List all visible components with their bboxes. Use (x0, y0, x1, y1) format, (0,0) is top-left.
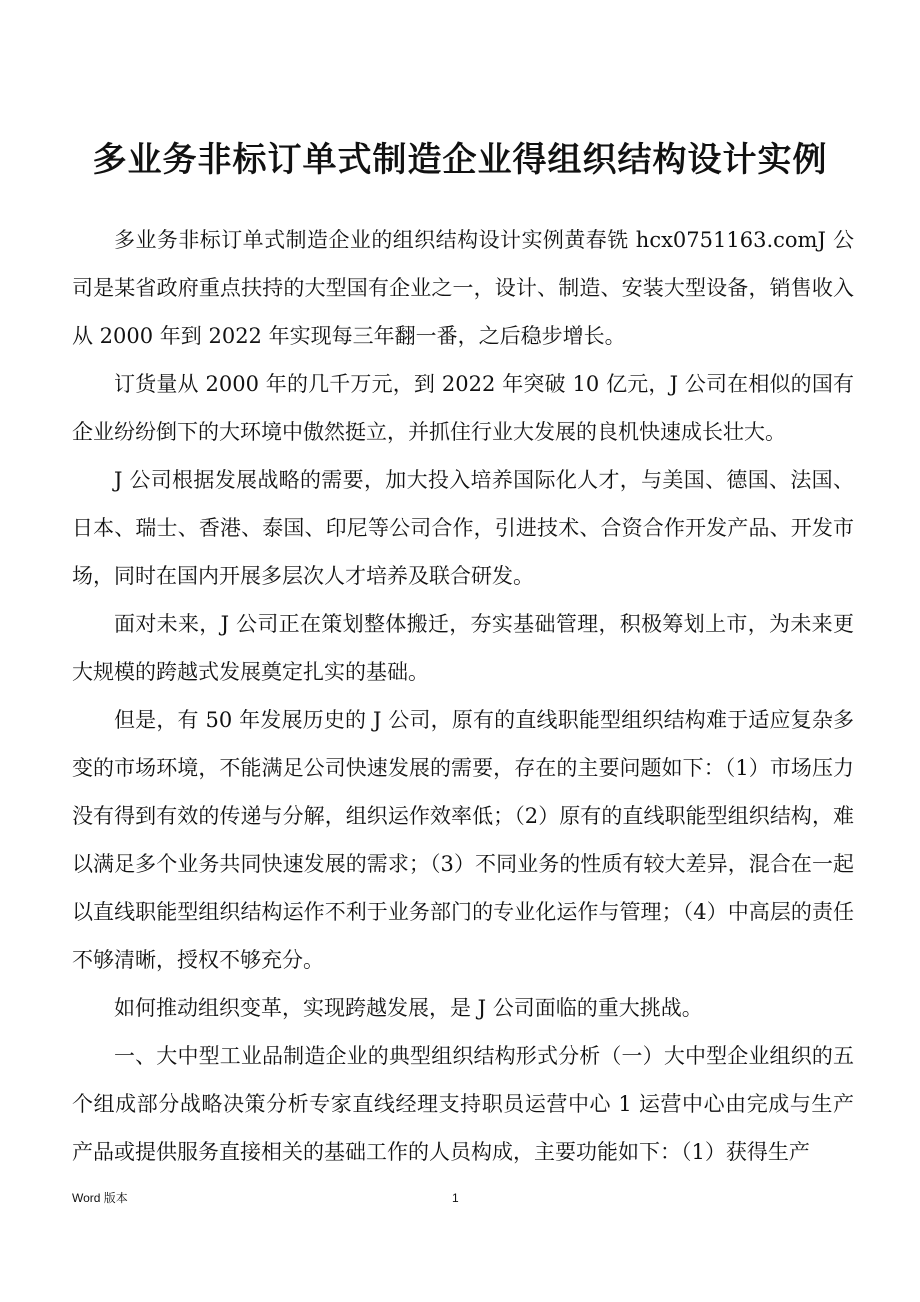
paragraph: 但是，有 50 年发展历史的 J 公司，原有的直线职能型组织结构难于适应复杂多变的市场环境，不能满足公司快速发展的需要，存在的主要问题如下：（1）市场压力没有得到有效的传递与分解，组织运作效率低；（2）原有的直线职能型组织结构，难以满足多个业务共同快速发展的需求；（3）不同业务的性质有较大差异，混合在一起以直线职能型组织结构运作不利于业务部门的专业化运作与管理；（4）中高层的责任不够清晰，授权不够充分。 (72, 708, 854, 972)
paragraph: J 公司根据发展战略的需要，加大投入培养国际化人才，与美国、德国、法国、日本、瑞士、香港、泰国、印尼等公司合作，引进技术、合资合作开发产品、开发市场，同时在国内开展多层次人才培养及联合研发。 (72, 468, 854, 588)
paragraph: 面对未来，J 公司正在策划整体搬迁，夯实基础管理，积极筹划上市，为未来更大规模的跨越式发展奠定扎实的基础。 (72, 612, 854, 684)
document-title: 多业务非标订单式制造企业得组织结构设计实例 (92, 140, 828, 180)
paragraph: 一、大中型工业品制造企业的典型组织结构形式分析（一）大中型企业组织的五个组成部分战略决策分析专家直线经理支持职员运营中心 1 运营中心由完成与生产产品或提供服务直接相关的基础工作的人员构成，主要功能如下：（1）获得生产 (72, 1044, 854, 1164)
paragraph: 如何推动组织变革，实现跨越发展，是 J 公司面临的重大挑战。 (114, 996, 703, 1020)
document-body (72, 216, 854, 1176)
footer-version-label: Word 版本 (72, 1191, 128, 1205)
paragraph: 订货量从 2000 年的几千万元，到 2022 年突破 10 亿元，J 公司在相似的国有企业纷纷倒下的大环境中傲然挺立，并抓住行业大发展的良机快速成长壮大。 (72, 372, 854, 444)
paragraph: 多业务非标订单式制造企业的组织结构设计实例黄春铣 hcx0751163.comJ 公司是某省政府重点扶持的大型国有企业之一，设计、制造、安装大型设备，销售收入从 2000 年到 2022 年实现每三年翻一番，之后稳步增长。 (72, 228, 854, 348)
page-number: 1 (452, 1191, 459, 1205)
